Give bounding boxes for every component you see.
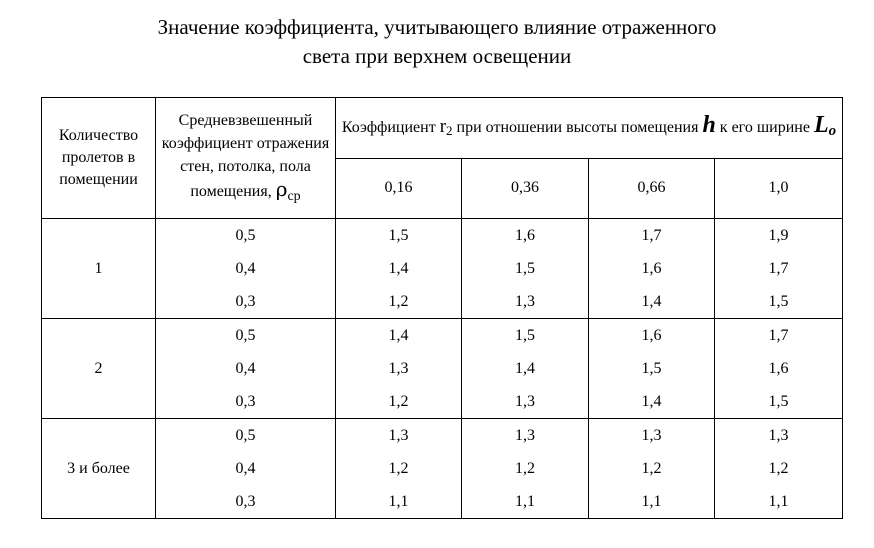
coef-text-3: к его ширине — [715, 118, 814, 136]
rho-cell: 0,4 — [156, 452, 336, 485]
value-cell: 1,1 — [589, 485, 715, 519]
page-title — [0, 13, 874, 71]
rho-cell: 0,5 — [156, 219, 336, 253]
value-cell: 1,3 — [715, 419, 843, 453]
coef-subscript: 2 — [446, 122, 453, 138]
span-count-cell: 2 — [42, 319, 156, 419]
value-cell: 1,3 — [336, 419, 462, 453]
value-cell: 1,5 — [715, 285, 843, 319]
table-row — [42, 219, 843, 253]
value-cell: 1,3 — [462, 419, 589, 453]
value-cell: 1,2 — [336, 285, 462, 319]
rho-cell: 0,4 — [156, 252, 336, 285]
rho-cell: 0,5 — [156, 419, 336, 453]
value-cell: 1,4 — [336, 252, 462, 285]
ratio-header: 0,16 — [336, 158, 462, 219]
value-cell: 1,7 — [589, 219, 715, 253]
rho-cell: 0,3 — [156, 385, 336, 419]
value-cell: 1,6 — [589, 319, 715, 353]
value-cell: 1,9 — [715, 219, 843, 253]
title-line-1: Значение коэффициента, учитывающего влияние отраженного — [157, 15, 717, 39]
value-cell: 1,3 — [462, 285, 589, 319]
ratio-header: 0,36 — [462, 158, 589, 219]
coef-L-subscript: o — [828, 122, 837, 139]
value-cell: 1,1 — [336, 485, 462, 519]
value-cell: 1,4 — [589, 285, 715, 319]
value-cell: 1,3 — [336, 352, 462, 385]
value-cell: 1,5 — [336, 219, 462, 253]
table-row — [42, 452, 843, 485]
value-cell: 1,6 — [462, 219, 589, 253]
value-cell: 1,7 — [715, 252, 843, 285]
value-cell: 1,3 — [589, 419, 715, 453]
title-line-2: света при верхнем освещении — [302, 44, 572, 68]
ratio-header: 0,66 — [589, 158, 715, 219]
value-cell: 1,2 — [589, 452, 715, 485]
value-cell: 1,7 — [715, 319, 843, 353]
coefficient-table — [41, 97, 843, 519]
header-reflectance-text: Средневзвешенный коэффициент отражения стен, потолка, пола помещения, — [161, 111, 330, 200]
value-cell: 1,5 — [589, 352, 715, 385]
coef-text-2: при отношении высоты помещения — [452, 118, 703, 136]
value-cell: 1,2 — [336, 452, 462, 485]
table-row — [42, 252, 843, 285]
table-row — [42, 352, 843, 385]
rho-cell: 0,3 — [156, 285, 336, 319]
value-cell: 1,1 — [715, 485, 843, 519]
coef-text-1: Коэффициент — [341, 118, 440, 136]
header-reflectance — [156, 98, 336, 219]
span-count-cell: 1 — [42, 219, 156, 319]
value-cell: 1,3 — [462, 385, 589, 419]
value-cell: 1,4 — [589, 385, 715, 419]
header-coefficient — [336, 98, 843, 159]
value-cell: 1,2 — [462, 452, 589, 485]
coef-symbol: r — [439, 115, 447, 137]
value-cell: 1,5 — [462, 319, 589, 353]
table-row — [42, 385, 843, 419]
value-cell: 1,5 — [462, 252, 589, 285]
rho-symbol: ρ — [275, 176, 288, 201]
value-cell: 1,4 — [336, 319, 462, 353]
value-cell: 1,2 — [715, 452, 843, 485]
value-cell: 1,4 — [462, 352, 589, 385]
rho-cell: 0,5 — [156, 319, 336, 353]
table-row — [42, 485, 843, 519]
table-row — [42, 285, 843, 319]
value-cell: 1,5 — [715, 385, 843, 419]
value-cell: 1,1 — [462, 485, 589, 519]
rho-cell: 0,4 — [156, 352, 336, 385]
header-span-count: Количество пролетов в помещении — [42, 98, 156, 219]
coef-L-symbol: L — [813, 111, 829, 138]
table-row — [42, 319, 843, 353]
rho-subscript: ср — [287, 188, 301, 204]
table-row — [42, 419, 843, 453]
span-count-cell: 3 и более — [42, 419, 156, 519]
value-cell: 1,2 — [336, 385, 462, 419]
value-cell: 1,6 — [715, 352, 843, 385]
coef-h-symbol: h — [702, 111, 716, 138]
rho-cell: 0,3 — [156, 485, 336, 519]
value-cell: 1,6 — [589, 252, 715, 285]
ratio-header: 1,0 — [715, 158, 843, 219]
